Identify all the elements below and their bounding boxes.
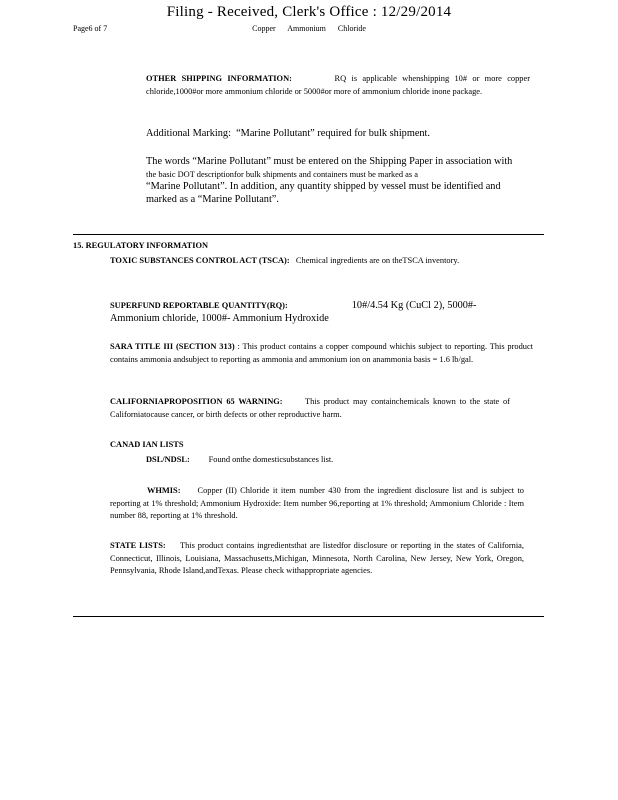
sara-label: SARA TITLE III (SECTION 313) [110,342,235,351]
marine-pollutant-paragraph [146,156,566,206]
tsca-text: Chemical ingredients are on theTSCA inventory. [295,256,460,265]
sara-text: : This product contains a copper compound whichis subject to reporting. This product contains ammonia andsubject to reporting as ammonia and ammonium ion on anammonia basis = 1.6 lb/gal. [110,342,533,364]
marine-pollutant-line-1: The words “Marine Pollutant” must be entered on the Shipping Paper in association with [146,156,513,167]
sara-paragraph [110,341,533,366]
document-subtitle: Copper Ammonium Chloride [252,24,366,33]
california-text: This product may containchemicals known to the state of Californiatocause cancer, or birth defects or other reproductive harm. [110,397,510,419]
canadian-lists-heading: CANAD IAN LISTS [110,440,184,449]
marine-pollutant-line-3: “Marine Pollutant”. In addition, any quantity shipped by vessel must be identified and [146,181,501,192]
section-15-heading: 15. REGULATORY INFORMATION [73,241,209,250]
marine-pollutant-line-2: the basic DOT descriptionfor bulk shipments and containers must be marked as a [146,169,418,179]
superfund-paragraph [110,295,530,326]
dsl-label: DSL/NDSL: [146,455,190,464]
shipping-info-paragraph [146,73,530,98]
whmis-text: Copper (II) Chloride it item number 430 from the ingredient disclosure list and is subject to reporting at 1% threshold; Ammonium Hydroxide: Item number 96,reporting at 1% threshold; Ammonium Chloride : Item number 88, reporting at 1% threshold. [110,486,524,520]
whmis-label: WHMIS: [147,486,181,495]
state-lists-text: This product contains ingredientsthat are listedfor disclosure or reporting in the states of California, Connecticut, Illinois, Louisiana, Massachusetts,Michigan, Minnesota, North Carolina, New Jersey, New York, Oregon, Pennsylvania, Rhode Island,andTexas. Please check withappropriate agencies. [110,541,524,575]
superfund-quantity-line-2: Ammonium chloride, 1000#- Ammonium Hydroxide [110,313,329,324]
marine-pollutant-line-4: marked as a “Marine Pollutant”. [146,193,279,205]
tsca-label: TOXIC SUBSTANCES CONTROL ACT (TSCA): [110,256,290,265]
additional-marking-text: “Marine Pollutant” required for bulk shipment. [236,128,430,139]
additional-marking [146,128,546,141]
state-lists-label: STATE LISTS: [110,541,166,550]
section-divider-top [73,234,544,235]
dsl-paragraph [146,454,446,467]
california-paragraph [110,396,510,421]
california-label: CALIFORNIAPROPOSITION 65 WARNING: [110,397,283,406]
section-divider-bottom [73,616,544,617]
page-header-title: Filing - Received, Clerk's Office : 12/29/2014 [166,4,452,20]
tsca-paragraph [110,255,510,268]
shipping-info-text: RQ is applicable whenshipping 10# or more copper chloride,1000#or more ammonium chloride or 5000#or more of ammonium chloride inone package. [146,74,531,96]
whmis-paragraph [110,485,524,523]
superfund-quantity: 10#/4.54 Kg (CuCl 2), 5000#- [351,300,477,311]
superfund-label: SUPERFUND REPORTABLE QUANTITY(RQ): [110,301,288,310]
additional-marking-label: Additional Marking: [146,128,231,139]
state-lists-paragraph [110,540,524,578]
page-number: Page6 of 7 [73,24,108,33]
shipping-info-heading: OTHER SHIPPING INFORMATION: [146,74,292,83]
dsl-text: Found onthe domesticsubstances list. [208,455,334,464]
